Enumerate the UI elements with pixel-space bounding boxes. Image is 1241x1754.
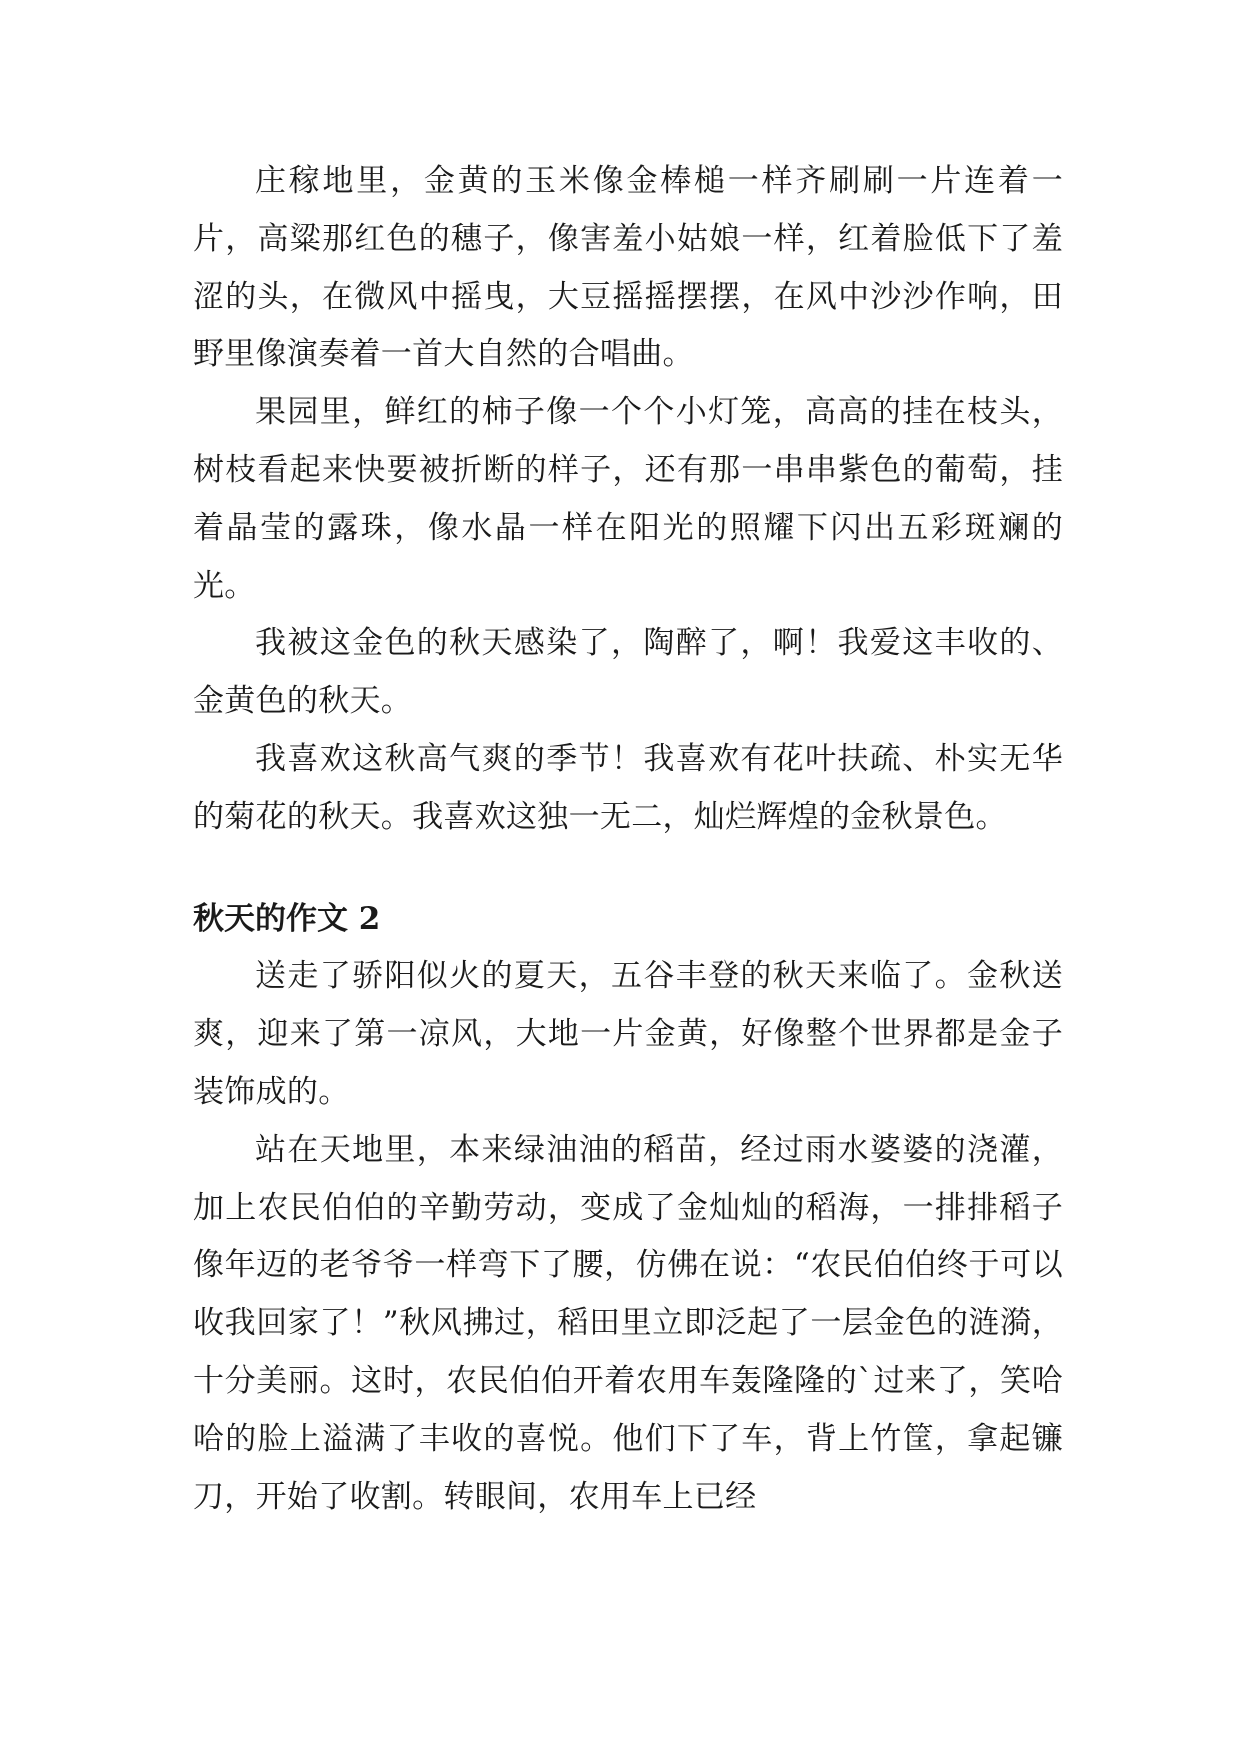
paragraph-cornfield: 庄稼地里，金黄的玉米像金棒槌一样齐刷刷一片连着一片，高粱那红色的穗子，像害羞小姑娘一样，红着脸低下了羞涩的头，在微风中摇曳，大豆摇摇摆摆，在风中沙沙作响，田野里像演奏着一首大自然的合唱曲。 <box>193 163 1063 373</box>
paragraph-autumn-arrives: 送走了骄阳似火的夏天，五谷丰登的秋天来临了。金秋送爽，迎来了第一凉风，大地一片金黄，好像整个世界都是金子装饰成的。 <box>193 958 1063 1110</box>
document-page <box>193 153 1063 1526</box>
paragraph-intoxicated: 我被这金色的秋天感染了，陶醉了，啊！我爱这丰收的、金黄色的秋天。 <box>193 625 1063 720</box>
paragraph-orchard: 果园里，鲜红的柿子像一个个小灯笼，高高的挂在枝头，树枝看起来快要被折断的样子，还有那一串串紫色的葡萄，挂着晶莹的露珠，像水晶一样在阳光的照耀下闪出五彩斑斓的光。 <box>193 394 1063 604</box>
paragraph-rice-field: 站在天地里，本来绿油油的稻苗，经过雨水婆婆的浇灌，加上农民伯伯的辛勤劳动，变成了金灿灿的稻海，一排排稻子像年迈的老爷爷一样弯下了腰，仿佛在说：“农民伯伯终于可以收我回家了！”秋风拂过，稻田里立即泛起了一层金色的涟漪，十分美丽。这时，农民伯伯开着农用车轰隆隆的`过来了，笑哈哈的脸上溢满了丰收的喜悦。他们下了车，背上竹筐，拿起镰刀，开始了收割。转眼间，农用车上已经 <box>193 1131 1063 1515</box>
paragraph-love-autumn: 我喜欢这秋高气爽的季节！我喜欢有花叶扶疏、朴实无华的菊花的秋天。我喜欢这独一无二，灿烂辉煌的金秋景色。 <box>193 740 1063 835</box>
essay-2-title: 秋天的作文 2 <box>193 900 381 937</box>
